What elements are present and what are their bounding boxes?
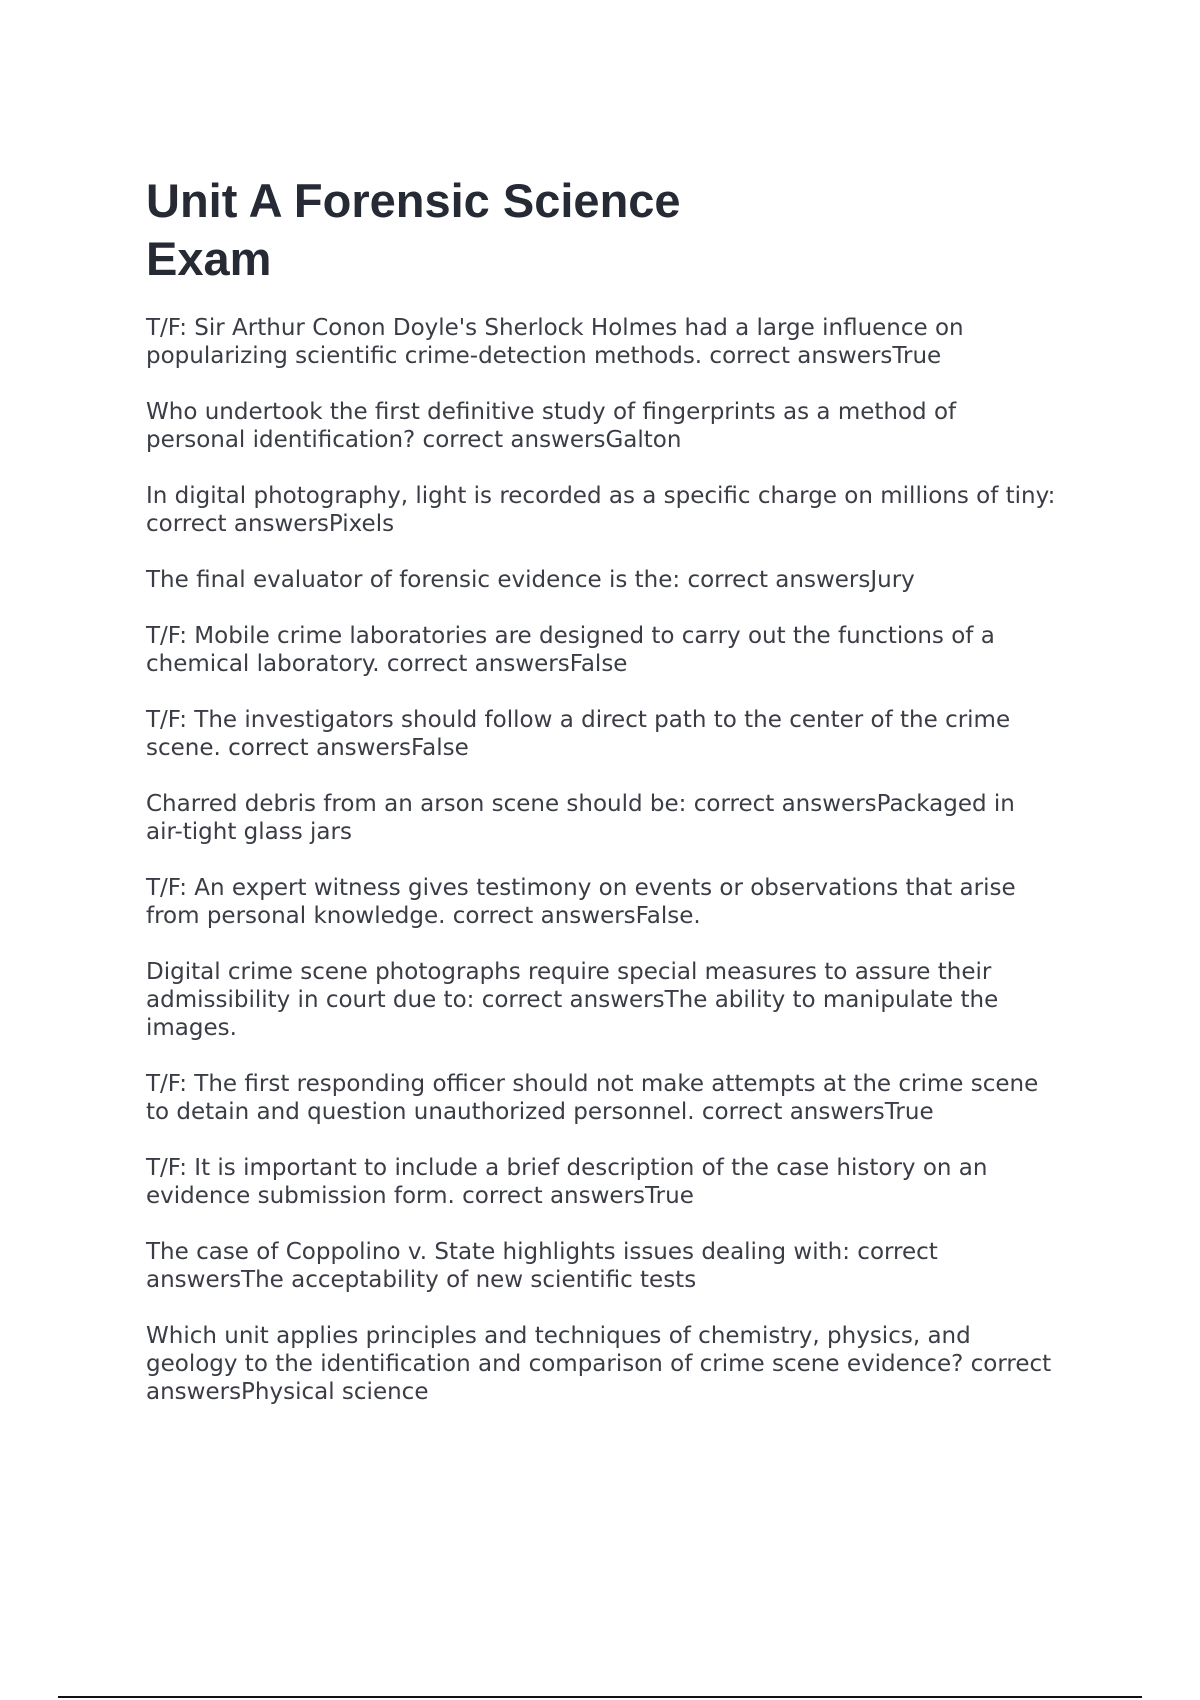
page-title: Unit A Forensic Science Exam <box>146 174 681 285</box>
question-item: T/F: An expert witness gives testimony on events or observations that arise from personal knowledge. correct answersFalse. <box>146 875 1016 929</box>
question-item: Who undertook the first definitive study of fingerprints as a method of personal identification? correct answersGalton <box>146 399 957 453</box>
question-item: T/F: The first responding officer should not make attempts at the crime scene to detain and question unauthorized personnel. correct answersTrue <box>146 1071 1039 1125</box>
footer-divider <box>58 1696 1142 1698</box>
document-body <box>146 172 1056 1434</box>
question-list <box>146 314 1056 1406</box>
question-item: T/F: It is important to include a brief description of the case history on an evidence submission form. correct answersTrue <box>146 1155 988 1209</box>
question-item: Digital crime scene photographs require special measures to assure their admissibility in court due to: correct answersThe ability to manipulate the images. <box>146 959 999 1041</box>
question-item: Which unit applies principles and techniques of chemistry, physics, and geology to the identification and comparison of crime scene evidence? correct answersPhysical science <box>146 1323 1052 1405</box>
question-item: In digital photography, light is recorded as a specific charge on millions of tiny: correct answersPixels <box>146 483 1056 537</box>
question-item: The case of Coppolino v. State highlights issues dealing with: correct answersThe acceptability of new scientific tests <box>146 1239 938 1293</box>
question-item: T/F: The investigators should follow a direct path to the center of the crime scene. correct answersFalse <box>146 707 1011 761</box>
question-item: T/F: Sir Arthur Conon Doyle's Sherlock Holmes had a large influence on popularizing scientific crime-detection methods. correct answersTrue <box>146 315 964 369</box>
question-item: T/F: Mobile crime laboratories are designed to carry out the functions of a chemical laboratory. correct answersFalse <box>146 623 995 677</box>
question-item: The final evaluator of forensic evidence is the: correct answersJury <box>146 567 915 593</box>
question-item: Charred debris from an arson scene should be: correct answersPackaged in air-tight glass jars <box>146 791 1015 845</box>
